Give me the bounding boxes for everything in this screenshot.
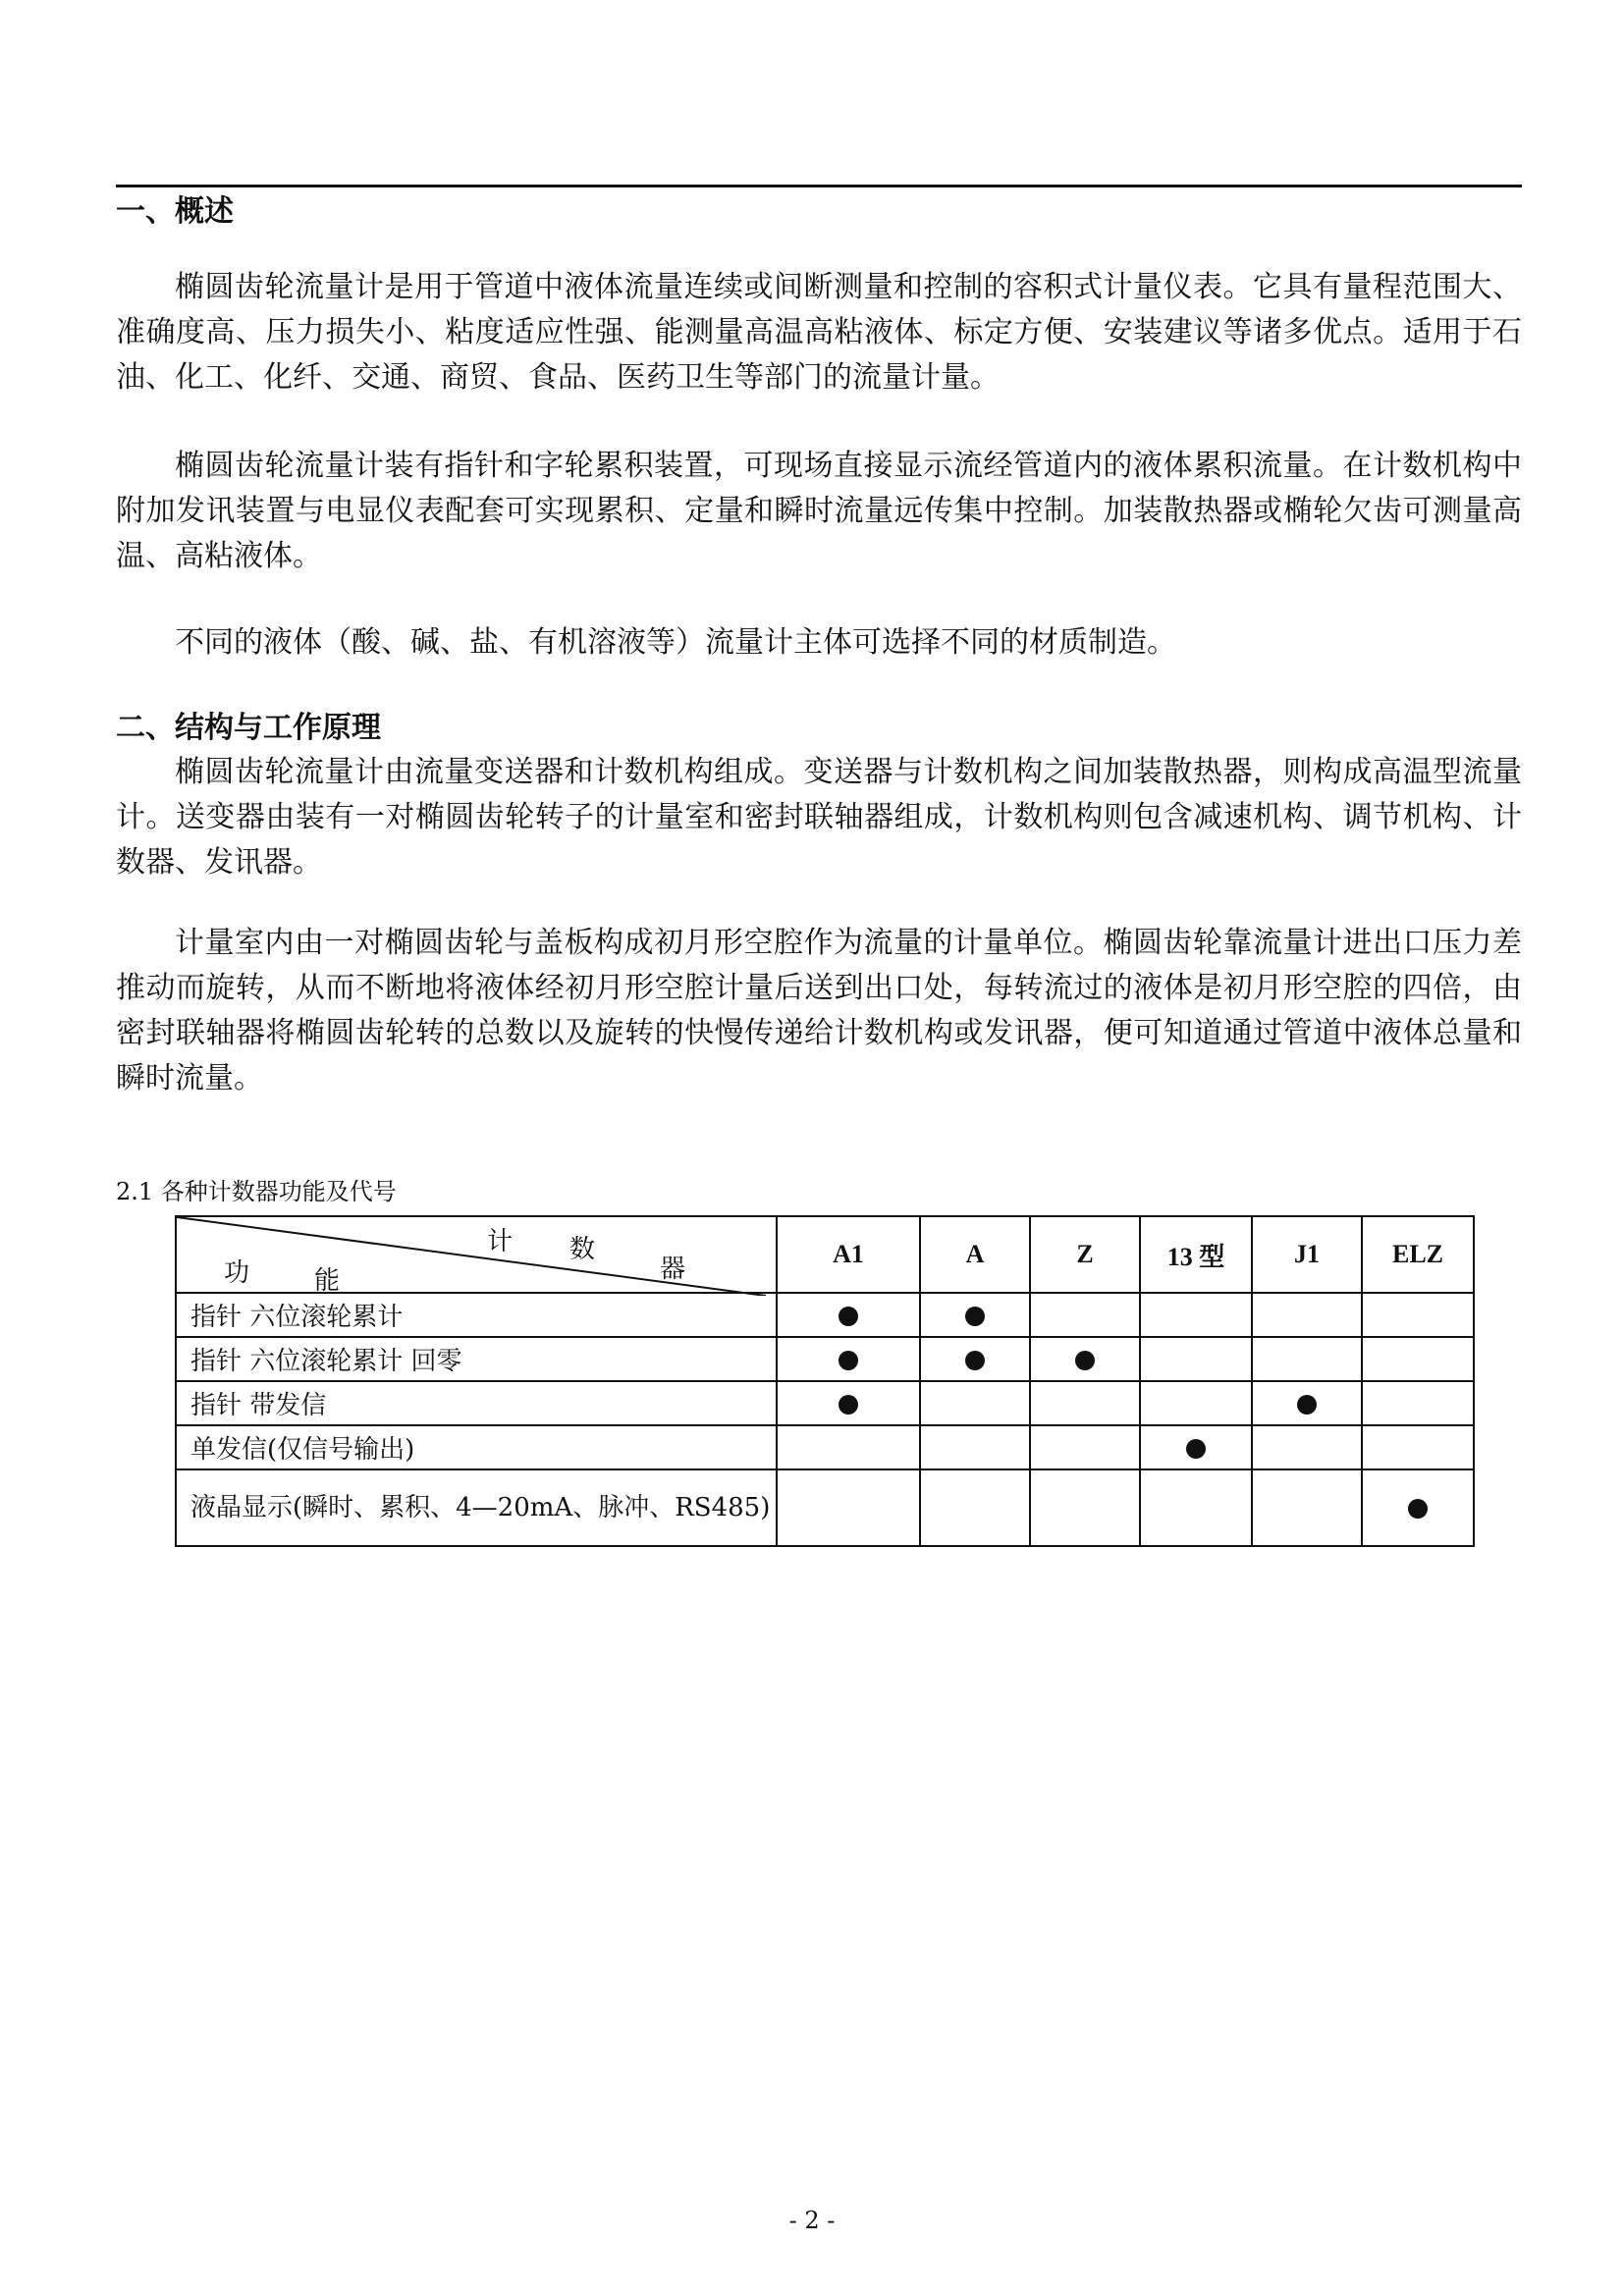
column-header-a: A <box>920 1216 1030 1293</box>
filled-dot-icon <box>839 1395 858 1415</box>
header-top-char-2: 数 <box>569 1235 596 1264</box>
header-top-char-1: 计 <box>487 1227 514 1256</box>
paragraph-overview-3: 不同的液体（酸、碱、盐、有机溶液等）流量计主体可选择不同的材质制造。 <box>175 625 1176 660</box>
header-top-char-3: 器 <box>660 1255 686 1284</box>
table-row <box>176 1425 1474 1469</box>
filled-dot-icon <box>1186 1439 1206 1459</box>
mark-cell <box>1030 1337 1140 1381</box>
section-heading-overview: 一、概述 <box>116 194 234 229</box>
filled-dot-icon <box>1408 1499 1428 1519</box>
function-cell: 单发信(仅信号输出) <box>176 1425 777 1469</box>
table-header-row <box>176 1216 1474 1293</box>
mark-cell <box>920 1337 1030 1381</box>
mark-cell <box>1140 1337 1252 1381</box>
filled-dot-icon <box>965 1307 985 1326</box>
mark-cell <box>777 1469 920 1546</box>
mark-cell <box>777 1381 920 1425</box>
paragraph-overview-2: 椭圆齿轮流量计装有指针和字轮累积装置，可现场直接显示流经管道内的液体累积流量。在计数机构中附加发讯装置与电显仪表配套可实现累积、定量和瞬时流量远传集中控制。加装散热器或椭轮欠齿可测量高温、高粘液体。 <box>116 449 1522 573</box>
function-cell: 指针 带发信 <box>176 1381 777 1425</box>
counter-function-table <box>175 1215 1475 1547</box>
mark-cell <box>1252 1469 1362 1546</box>
header-bottom-char-1: 功 <box>224 1258 250 1288</box>
column-header-z: Z <box>1030 1216 1140 1293</box>
mark-cell <box>1252 1293 1362 1337</box>
mark-cell <box>920 1425 1030 1469</box>
mark-cell <box>1140 1469 1252 1546</box>
function-cell: 指针 六位滚轮累计 回零 <box>176 1337 777 1381</box>
mark-cell <box>777 1425 920 1469</box>
mark-cell <box>1030 1425 1140 1469</box>
mark-cell <box>1140 1293 1252 1337</box>
column-header-13: 13 型 <box>1140 1216 1252 1293</box>
mark-cell <box>920 1381 1030 1425</box>
mark-cell <box>1252 1425 1362 1469</box>
paragraph-structure-1: 椭圆齿轮流量计由流量变送器和计数机构组成。变送器与计数机构之间加装散热器，则构成高温型流量计。送变器由装有一对椭圆齿轮转子的计量室和密封联轴器组成，计数机构则包含减速机构、调节机构、计数器、发讯器。 <box>116 755 1522 880</box>
mark-cell <box>1030 1381 1140 1425</box>
paragraph-overview-1: 椭圆齿轮流量计是用于管道中液体流量连续或间断测量和控制的容积式计量仪表。它具有量程范围大、准确度高、压力损失小、粘度适应性强、能测量高温高粘液体、标定方便、安装建议等诸多优点。适用于石油、化工、化纤、交通、商贸、食品、医药卫生等部门的流量计量。 <box>116 270 1522 395</box>
function-cell: 指针 六位滚轮累计 <box>176 1293 777 1337</box>
filled-dot-icon <box>965 1351 985 1370</box>
mark-cell <box>1362 1469 1474 1546</box>
mark-cell <box>1140 1381 1252 1425</box>
table-body <box>176 1293 1474 1546</box>
top-rule <box>116 185 1522 187</box>
table-row <box>176 1293 1474 1337</box>
mark-cell <box>1362 1337 1474 1381</box>
mark-cell <box>920 1293 1030 1337</box>
mark-cell <box>777 1293 920 1337</box>
diagonal-header-cell <box>176 1216 777 1296</box>
filled-dot-icon <box>839 1351 858 1370</box>
mark-cell <box>1140 1425 1252 1469</box>
mark-cell <box>1252 1381 1362 1425</box>
filled-dot-icon <box>1075 1351 1095 1370</box>
mark-cell <box>1362 1381 1474 1425</box>
mark-cell <box>1030 1469 1140 1546</box>
mark-cell <box>777 1337 920 1381</box>
function-cell: 液晶显示(瞬时、累积、4—20mA、脉冲、RS485) <box>176 1469 777 1546</box>
mark-cell <box>1252 1337 1362 1381</box>
column-header-a1: A1 <box>777 1216 920 1293</box>
column-header-j1: J1 <box>1252 1216 1362 1293</box>
filled-dot-icon <box>1297 1395 1317 1415</box>
table-row <box>176 1381 1474 1425</box>
filled-dot-icon <box>839 1307 858 1326</box>
mark-cell <box>1362 1293 1474 1337</box>
header-bottom-char-2: 能 <box>314 1266 341 1296</box>
column-header-elz: ELZ <box>1362 1216 1474 1293</box>
page-number: - 2 - <box>788 2207 836 2234</box>
table-row <box>176 1337 1474 1381</box>
mark-cell <box>920 1469 1030 1546</box>
paragraph-structure-2: 计量室内由一对椭圆齿轮与盖板构成初月形空腔作为流量的计量单位。椭圆齿轮靠流量计进出口压力差推动而旋转，从而不断地将液体经初月形空腔计量后送到出口处，每转流过的液体是初月形空腔的四倍，由密封联轴器将椭圆齿轮转的总数以及旋转的快慢传递给计数机构或发讯器，便可知道通过管道中液体总量和瞬时流量。 <box>116 926 1522 1095</box>
table-caption: 2.1 各种计数器功能及代号 <box>116 1178 397 1205</box>
mark-cell <box>1362 1425 1474 1469</box>
section-heading-structure: 二、结构与工作原理 <box>116 711 381 745</box>
table-row <box>176 1469 1474 1546</box>
mark-cell <box>1030 1293 1140 1337</box>
